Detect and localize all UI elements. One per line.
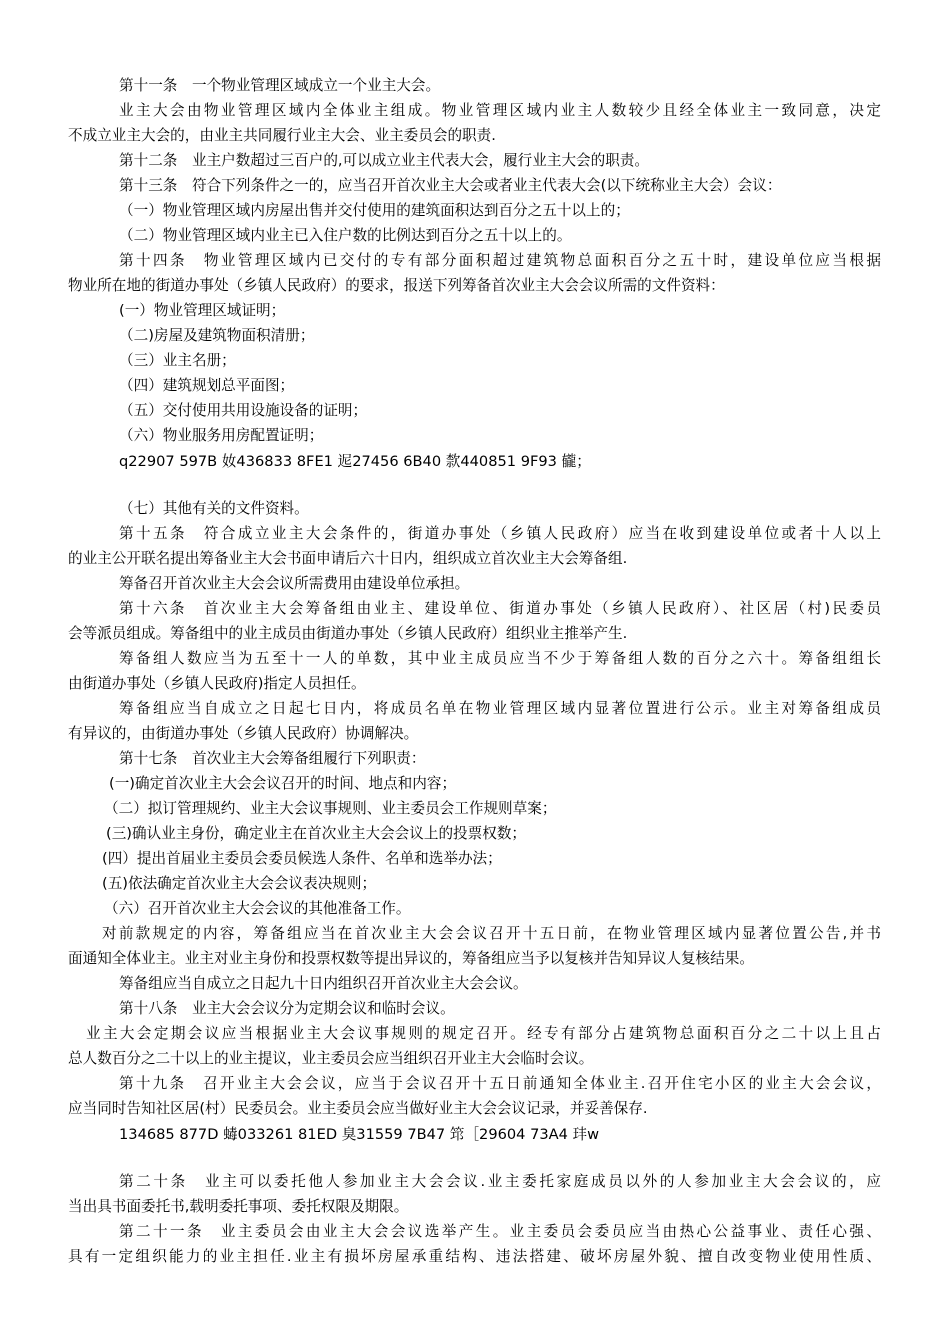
article-21-line-2: 具有一定组织能力的业主担任.业主有损坏房屋承重结构、违法搭建、破坏房屋外貌、擅自改变物业使用性质、 (68, 1248, 881, 1265)
article-18-heading: 第十八条 业主大会会议分为定期会议和临时会议。 (119, 1000, 455, 1017)
article-14-item-2: （二)房屋及建筑物面积清册； (119, 327, 315, 344)
article-17-item-3: (三)确认业主身份，确定业主在首次业主大会会议上的投票权数； (106, 825, 527, 842)
article-16-paragraph-3-line-2: 有异议的，由街道办事处（乡镇人民政府）协调解决。 (68, 725, 419, 742)
article-17-paragraph-2-line-1: 对前款规定的内容，筹备组应当在首次业主大会会议召开十五日前，在物业管理区域内显著位置公告,并书 (102, 925, 881, 942)
article-14-line-2: 物业所在地的街道办事处（乡镇人民政府）的要求，报送下列筹备首次业主大会会议所需的文件资料： (68, 277, 725, 294)
article-20-line-1: 第二十条 业主可以委托他人参加业主大会会议.业主委托家庭成员以外的人参加业主大会会议的，应 (119, 1173, 881, 1190)
article-16-paragraph-3-line-1: 筹备组应当自成立之日起七日内，将成员名单在物业管理区域内显著位置进行公示。业主对筹备组成员 (119, 700, 881, 717)
article-14-item-3: （三）业主名册； (119, 352, 236, 369)
article-14-item-5: （五）交付使用共用设施设备的证明； (119, 402, 368, 419)
article-16-line-2: 会等派员组成。筹备组中的业主成员由街道办事处（乡镇人民政府）组织业主推举产生. (68, 625, 628, 642)
article-18-paragraph-line-1: 业主大会定期会议应当根据业主大会议事规则的规定召开。经专有部分占建筑物总面积百分之二十以上且占 (86, 1025, 881, 1042)
article-17-item-4: (四）提出首届业主委员会委员候选人条件、名单和选举办法； (102, 850, 502, 867)
article-16-paragraph-2-line-1: 筹备组人数应当为五至十一人的单数，其中业主成员应当不少于筹备组人数的百分之六十。筹备组组长 (119, 650, 881, 667)
article-16-paragraph-2-line-2: 由街道办事处（乡镇人民政府)指定人员担任。 (68, 675, 366, 692)
article-17-item-6: （六）召开首次业主大会会议的其他准备工作。 (104, 900, 411, 917)
article-13-item-2: （二）物业管理区域内业主已入住户数的比例达到百分之五十以上的。 (119, 227, 572, 244)
article-18-paragraph-line-2: 总人数百分之二十以上的业主提议，业主委员会应当组织召开业主大会临时会议。 (68, 1050, 594, 1067)
article-14-line-1: 第十四条 物业管理区域内已交付的专有部分面积超过建筑物总面积百分之五十时，建设单位应当根据 (119, 252, 881, 269)
garbled-code-line-2: 134685 877D 蝳033261 81ED 臭31559 7B47 筇［29604 73A4 玤w (119, 1126, 600, 1143)
garbled-code-line-1: q22907 597B 奻436833 8FE1 迡27456 6B40 歀440851 9F93 龓； (119, 453, 591, 470)
article-14-item-4: （四）建筑规划总平面图； (119, 377, 295, 394)
article-20-line-2: 当出具书面委托书,载明委托事项、委托权限及期限。 (68, 1198, 409, 1215)
article-11-heading: 第十一条 一个物业管理区域成立一个业主大会。 (119, 77, 441, 94)
article-19-line-2: 应当同时告知社区居(村）民委员会。业主委员会应当做好业主大会会议记录，并妥善保存. (68, 1100, 648, 1117)
article-13-heading: 第十三条 符合下列条件之一的，应当召开首次业主大会或者业主代表大会(以下统称业主大会）会议： (119, 177, 782, 194)
article-15-line-1: 第十五条 符合成立业主大会条件的，街道办事处（乡镇人民政府）应当在收到建设单位或者十人以上 (119, 525, 881, 542)
article-15-line-2: 的业主公开联名提出筹备业主大会书面申请后六十日内，组织成立首次业主大会筹备组. (68, 550, 628, 567)
article-12: 第十二条 业主户数超过三百户的,可以成立业主代表大会，履行业主大会的职责。 (119, 152, 650, 169)
article-14-item-6: （六）物业服务用房配置证明； (119, 427, 324, 444)
article-11-paragraph-line-1: 业主大会由物业管理区域内全体业主组成。物业管理区域内业主人数较少且经全体业主一致同意，决定 (119, 102, 881, 119)
article-14-item-7: （七）其他有关的文件资料。 (119, 500, 309, 517)
article-17-item-1: (一)确定首次业主大会会议召开的时间、地点和内容； (109, 775, 457, 792)
article-17-paragraph-3: 筹备组应当自成立之日起九十日内组织召开首次业主大会会议。 (119, 975, 528, 992)
article-15-paragraph-2: 筹备召开首次业主大会会议所需费用由建设单位承担。 (119, 575, 470, 592)
article-16-line-1: 第十六条 首次业主大会筹备组由业主、建设单位、街道办事处（乡镇人民政府）、社区居（村)民委员 (119, 600, 881, 617)
article-21-line-1: 第二十一条 业主委员会由业主大会会议选举产生。业主委员会委员应当由热心公益事业、责任心强、 (119, 1223, 881, 1240)
article-19-line-1: 第十九条 召开业主大会会议，应当于会议召开十五日前通知全体业主.召开住宅小区的业主大会会议， (119, 1075, 881, 1092)
article-14-item-1: (一）物业管理区域证明； (119, 302, 286, 319)
article-13-item-1: （一）物业管理区域内房屋出售并交付使用的建筑面积达到百分之五十以上的； (119, 202, 630, 219)
article-17-heading: 第十七条 首次业主大会筹备组履行下列职责： (119, 750, 426, 767)
article-11-paragraph-line-2: 不成立业主大会的，由业主共同履行业主大会、业主委员会的职责. (68, 127, 496, 144)
article-17-item-2: （二）拟订管理规约、业主大会议事规则、业主委员会工作规则草案； (104, 800, 557, 817)
article-17-item-5: (五)依法确定首次业主大会会议表决规则； (102, 875, 377, 892)
article-17-paragraph-2-line-2: 面通知全体业主。业主对业主身份和投票权数等提出异议的，筹备组应当予以复核并告知异议人复核结果。 (68, 950, 754, 967)
